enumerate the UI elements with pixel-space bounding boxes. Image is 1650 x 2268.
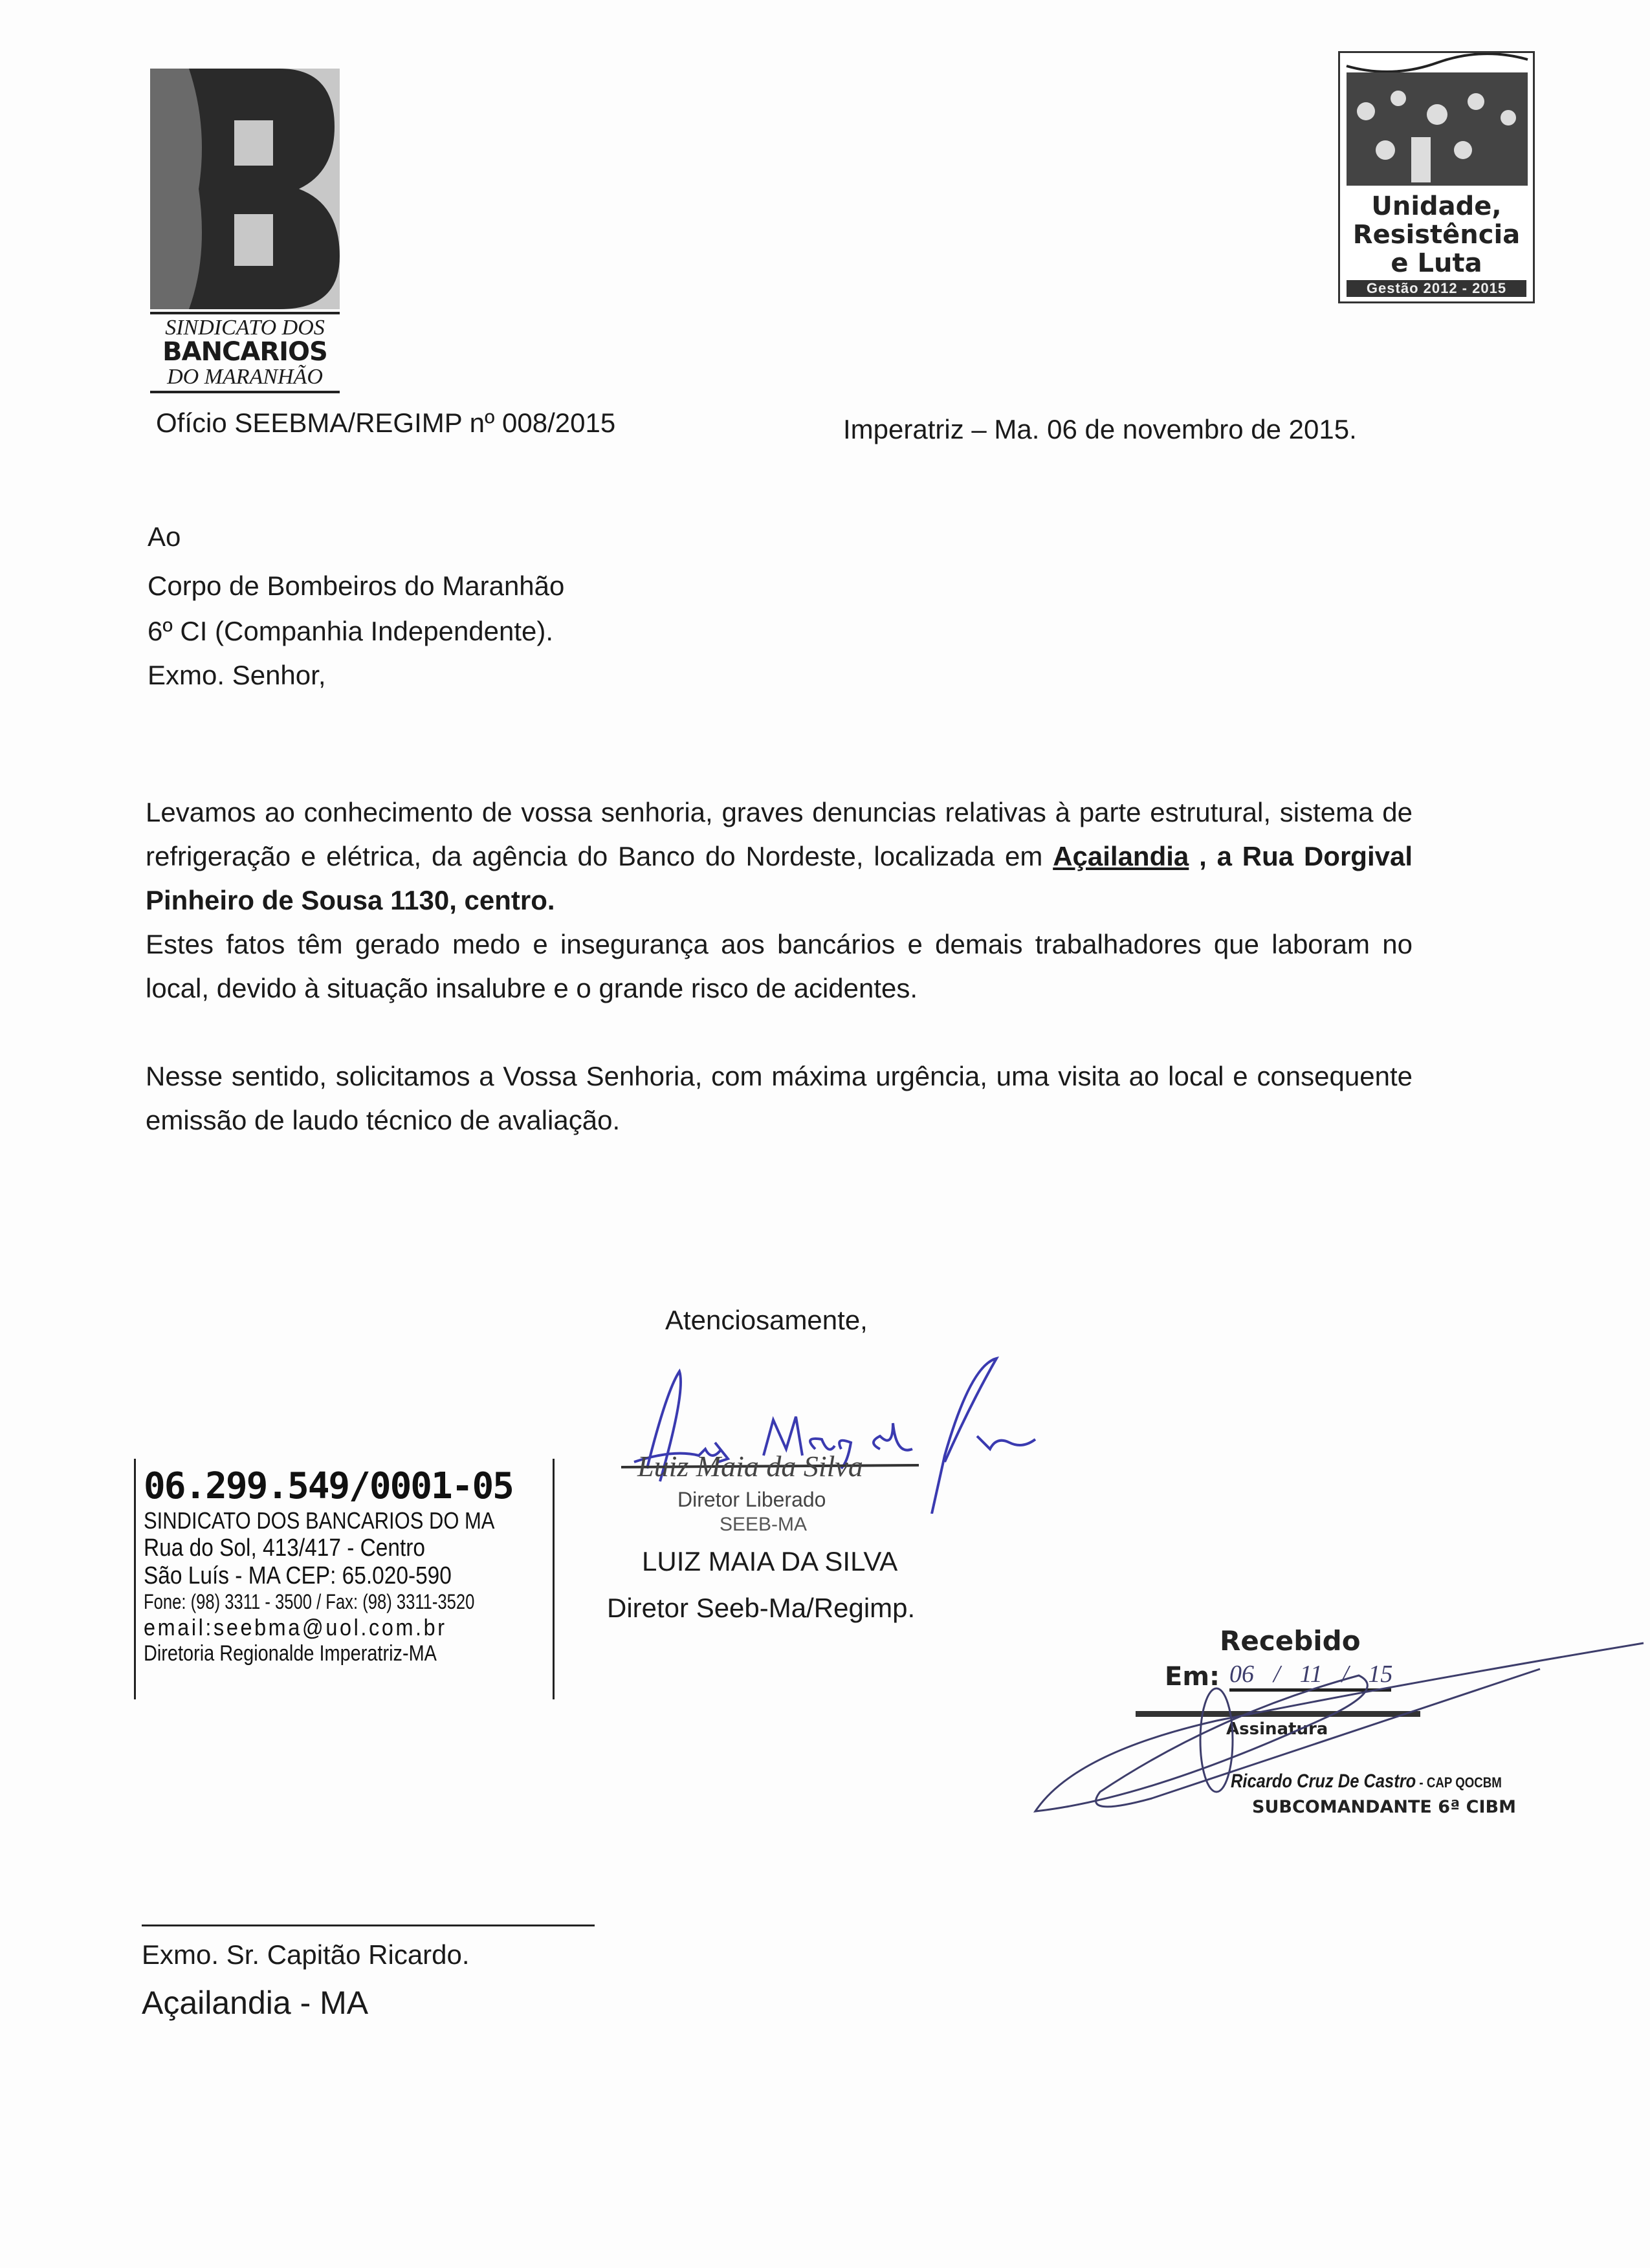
received-date-label: Em: bbox=[1165, 1662, 1220, 1692]
letter-date: Imperatriz – Ma. 06 de novembro de 2015. bbox=[843, 414, 1357, 444]
footer-addressee: Exmo. Sr. Capitão Ricardo. bbox=[142, 1939, 470, 1970]
signature-stamp-name: Luiz Maia da Silva bbox=[637, 1450, 863, 1483]
closing: Atenciosamente, bbox=[665, 1305, 868, 1335]
stamp-line: Fone: (98) 3311 - 3500 / Fax: (98) 3311-3520 bbox=[144, 1590, 475, 1613]
signature-stamp-role: Diretor Liberado bbox=[677, 1488, 826, 1511]
officer-name: Ricardo Cruz De Castro - CAP QOCBM bbox=[1231, 1771, 1502, 1792]
paragraph-3: Nesse sentido, solicitamos a Vossa Senhoria, com máxima urgência, uma visita ao local e consequente emissão de laudo técnico de avaliação. bbox=[146, 1061, 1413, 1135]
stamp-line: Rua do Sol, 413/417 - Centro bbox=[144, 1534, 426, 1562]
recipient-line: Exmo. Senhor, bbox=[148, 660, 326, 690]
signature-stamp-org: SEEB-MA bbox=[720, 1514, 808, 1535]
logo-line1: SINDICATO DOS bbox=[165, 316, 325, 340]
city-name: Açailandia bbox=[1053, 841, 1189, 871]
logo-right-line2: Resistência bbox=[1352, 220, 1521, 250]
cnpj-number: 06.299.549/0001-05 bbox=[144, 1465, 513, 1507]
recipient-line: 6º CI (Companhia Independente). bbox=[148, 616, 554, 646]
stamp-line: email:seebma@uol.com.br bbox=[144, 1614, 447, 1641]
cnpj-stamp bbox=[134, 1459, 555, 1699]
signer-name: LUIZ MAIA DA SILVA bbox=[642, 1546, 898, 1576]
logo-line2: BANCARIOS bbox=[162, 337, 327, 367]
signature-label: Assinatura bbox=[1226, 1719, 1328, 1739]
logo-right-gestao: Gestão 2012 - 2015 bbox=[1347, 280, 1526, 297]
received-date-field: 06 / 11 / 15 bbox=[1229, 1660, 1391, 1692]
recipient-line: Ao bbox=[148, 521, 181, 552]
paragraph-2: Estes fatos têm gerado medo e insegurança aos bancários e demais trabalhadores que laboram no local, devido à situação insalubre e o grande risco de acidentes. bbox=[146, 929, 1413, 1003]
logo-right-line1: Unidade, bbox=[1371, 191, 1502, 221]
officer-position: SUBCOMANDANTE 6ª CIBM bbox=[1252, 1797, 1516, 1817]
logo-right-line3: e Luta bbox=[1391, 248, 1482, 278]
stamp-line: São Luís - MA CEP: 65.020-590 bbox=[144, 1562, 452, 1589]
logo-rule bbox=[150, 312, 340, 314]
officer-signature-icon bbox=[1022, 1630, 1650, 1824]
logo-line3: DO MARANHÃO bbox=[150, 366, 340, 393]
signer-role: Diretor Seeb-Ma/Regimp. bbox=[607, 1593, 916, 1623]
paragraph-1: Levamos ao conhecimento de vossa senhoria, graves denuncias relativas à parte estrutural, sistema de refrigeração e elétrica, da agência do Banco do Nordeste, localizada em Açailandia , a Rua Dorgival Pinheiro de Sousa 1130, centro. bbox=[146, 797, 1413, 915]
stamp-line: Diretoria Regionalde Imperatriz-MA bbox=[144, 1641, 437, 1666]
recipient-line: Corpo de Bombeiros do Maranhão bbox=[148, 571, 565, 601]
campaign-logo bbox=[1338, 51, 1535, 303]
letter-body bbox=[146, 791, 1413, 1142]
union-logo bbox=[150, 69, 340, 309]
stamp-line: SINDICATO DOS BANCARIOS DO MA bbox=[144, 1507, 495, 1534]
received-title: Recebido bbox=[1220, 1625, 1361, 1657]
footer-city: Açailandia - MA bbox=[142, 1985, 369, 2021]
crowd-illustration-icon bbox=[1340, 53, 1533, 189]
letter-reference: Ofício SEEBMA/REGIMP nº 008/2015 bbox=[156, 408, 616, 438]
footer-rule bbox=[142, 1925, 595, 1926]
address: a Rua Dorgival Pinheiro de Sousa 1130, centro. bbox=[146, 841, 1413, 915]
